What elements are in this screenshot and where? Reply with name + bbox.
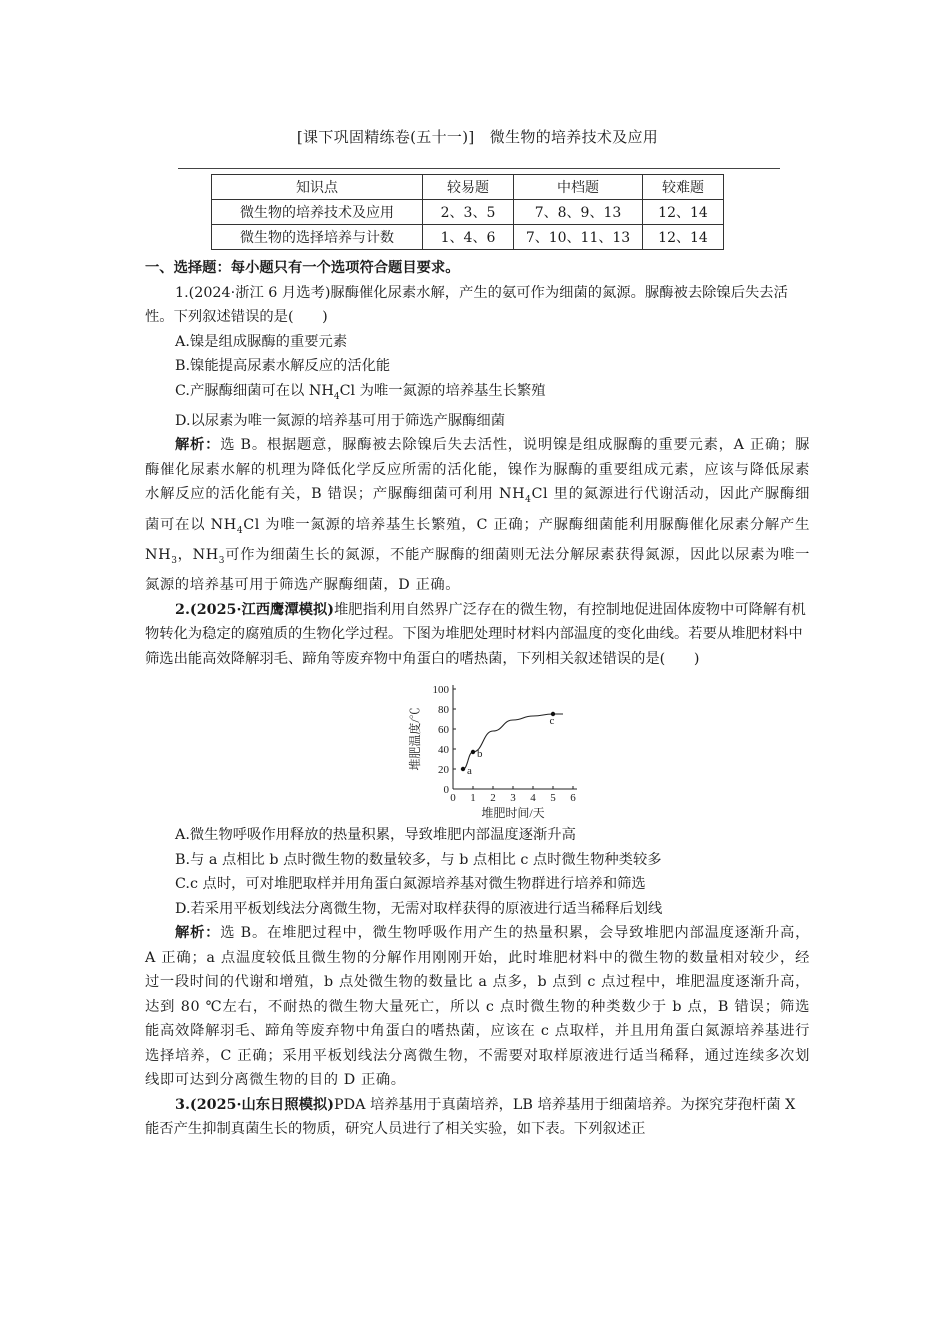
table-row (212, 200, 724, 225)
table-row (212, 225, 724, 250)
table-cell: 微生物的培养技术及应用 (212, 200, 423, 225)
option-text: Cl 为唯一氮源的培养基生长繁殖 (339, 382, 546, 399)
title-rule (178, 168, 780, 169)
question-text: PDA 培养基用于真菌培养，LB 培养基用于细菌培养。为探究芽孢杆菌 X 能否产生抑制真菌生长的物质，研究人员进行了相关实验，如下表。下列叙述正 (145, 1096, 796, 1138)
document-body (145, 256, 810, 1142)
y-tick-label: 60 (438, 724, 449, 737)
question-source: 2.(2025·江西鹰潭模拟) (175, 601, 335, 618)
table-cell: 7、8、9、13 (514, 200, 643, 225)
subscript: 3 (218, 555, 226, 566)
explanation-text: 选 B。根据题意，脲酶被去除镍后失去活性，说明镍是组成脲酶的重要元素，A 正确；脲酶催化尿素水解的机理为降低化学反应所需的活化能，镍作为脲酶的重要组成元素，应该与降低尿素水解反应的活化能有关，B 错误；产脲酶细菌可利用 NH (145, 437, 810, 503)
explanation-text: 可作为细菌生长的氮源，不能产脲酶的细菌则无法分解尿素获得氮源，因此以尿素为唯一氮源的培养基可用于筛选产脲酶细菌，D 正确。 (145, 547, 810, 594)
q2-option-b: B.与 a 点相比 b 点时微生物的数量较多，与 b 点相比 c 点时微生物种类较多 (175, 851, 662, 868)
q1-option-b: B.镍能提高尿素水解反应的活化能 (175, 358, 391, 374)
y-axis-label: 堆肥温度/℃ (408, 707, 422, 772)
data-label-b: b (477, 748, 483, 761)
subscript: 4 (525, 495, 532, 506)
question-1-stem (145, 281, 810, 330)
q1-option-c (145, 379, 810, 409)
question-source: 3.(2025·山东日照模拟) (175, 1096, 335, 1113)
x-tick-label: 4 (530, 792, 536, 805)
table-cell: 微生物的选择培养与计数 (212, 225, 423, 250)
x-tick-label: 2 (490, 792, 496, 805)
table-header-cell: 较难题 (643, 175, 724, 200)
y-tick-label: 40 (438, 744, 449, 757)
table-cell: 12、14 (643, 225, 724, 250)
explanation-label: 解析： (175, 437, 221, 454)
table-cell: 12、14 (643, 200, 724, 225)
q2-option-c: C.c 点时，可对堆肥取样并用角蛋白氮源培养基对微生物群进行培养和筛选 (175, 876, 646, 893)
x-tick-label: 1 (470, 792, 476, 805)
table-header-cell: 较易题 (423, 175, 514, 200)
temperature-chart (407, 677, 607, 819)
option-text: C.产脲酶细菌可在以 NH (175, 382, 334, 399)
question-text: 堆肥指利用自然界广泛存在的微生物，有控制地促进固体废物中可降解有机物转化为稳定的腐殖质的生物化学过程。下图为堆肥处理时材料内部温度的变化曲线。若要从堆肥材料中筛选出能高效降解羽毛、蹄角等废弃物中角蛋白的嗜热菌，下列相关叙述错误的是( ) (145, 601, 806, 667)
explanation-text: Cl 里的氮源进行代谢活动，因此产脲酶细菌可在以 NH (145, 486, 810, 533)
table-header-cell: 中档题 (514, 175, 643, 200)
q2-option-a: A.微生物呼吸作用释放的热量积累，导致堆肥内部温度逐渐升高 (175, 827, 576, 844)
table-cell: 7、10、11、13 (514, 225, 643, 250)
explanation-text: 选 B。在堆肥过程中，微生物呼吸作用产生的热量积累，会导致堆肥内部温度逐渐升高，A 正确；a 点温度较低且微生物的分解作用刚刚开始，此时堆肥材料中的微生物的数量相对较少，经过一段时间的代谢和增殖，b 点处微生物的数量比 a 点多，b 点到 c 点过程中，堆肥温度逐渐升高，达到 80 ℃左右，不耐热的微生物大量死亡，所以 c 点时微生物的种类数少于 b 点，B 错误；筛选能高效降解羽毛、蹄角等废弃物中角蛋白的嗜热菌，应该在 c 点取样，并且用角蛋白氮源培养基进行选择培养，C 正确；采用平板划线法分离微生物，不需要对取样原液进行适当稀释，通过连续多次划线即可达到分离微生物的目的 D 正确。 (145, 925, 810, 1089)
table-header-row (212, 175, 724, 200)
explanation-text: Cl 为唯一氮源的培养基生长繁殖，C 正确；产脲酶细菌能利用脲酶催化尿素分解产生 NH (145, 516, 810, 564)
explanation-label: 解析： (175, 925, 221, 942)
data-point-b (471, 750, 475, 754)
data-point-a (461, 767, 465, 771)
q2-explanation (145, 921, 810, 1093)
x-axis-label: 堆肥时间/天 (481, 806, 545, 820)
table-header-cell: 知识点 (212, 175, 423, 200)
page-title: [课下巩固精练卷(五十一)] 微生物的培养技术及应用 (296, 128, 659, 146)
section-heading: 一、选择题：每小题只有一个选项符合题目要求。 (145, 260, 460, 276)
q1-explanation (145, 433, 810, 598)
data-label-a: a (467, 765, 472, 778)
table-cell: 2、3、5 (423, 200, 514, 225)
y-tick-label: 80 (438, 704, 449, 717)
question-2-stem (145, 598, 810, 672)
data-label-c: c (549, 715, 555, 728)
q1-option-d: D.以尿素为唯一氮源的培养基可用于筛选产脲酶细菌 (175, 412, 506, 429)
x-tick-label: 5 (550, 792, 556, 805)
question-source: 1.(2024·浙江 6 月选考) (175, 284, 331, 301)
x-tick-label: 3 (510, 792, 516, 805)
temperature-curve (463, 714, 563, 769)
y-tick-label: 20 (438, 764, 449, 777)
subscript: 4 (236, 525, 244, 536)
y-tick-label: 0 (443, 784, 449, 797)
explanation-text: ，NH (177, 547, 219, 564)
knowledge-table (211, 174, 724, 250)
x-tick-label: 0 (450, 792, 456, 805)
subscript: 3 (171, 555, 178, 566)
question-text: 脲酶催化尿素水解，产生的氨可作为细菌的氮源。脲酶被去除镍后失去活性。下列叙述错误的是( ) (145, 284, 788, 325)
subscript: 4 (333, 391, 340, 402)
q1-option-a: A.镍是组成脲酶的重要元素 (175, 333, 348, 350)
table-cell: 1、4、6 (423, 225, 514, 250)
question-3-stem (145, 1093, 810, 1142)
q2-option-d: D.若采用平板划线法分离微生物，无需对取样获得的原液进行适当稀释后划线 (175, 900, 663, 917)
x-tick-label: 6 (570, 792, 576, 805)
y-tick-label: 100 (432, 684, 449, 697)
